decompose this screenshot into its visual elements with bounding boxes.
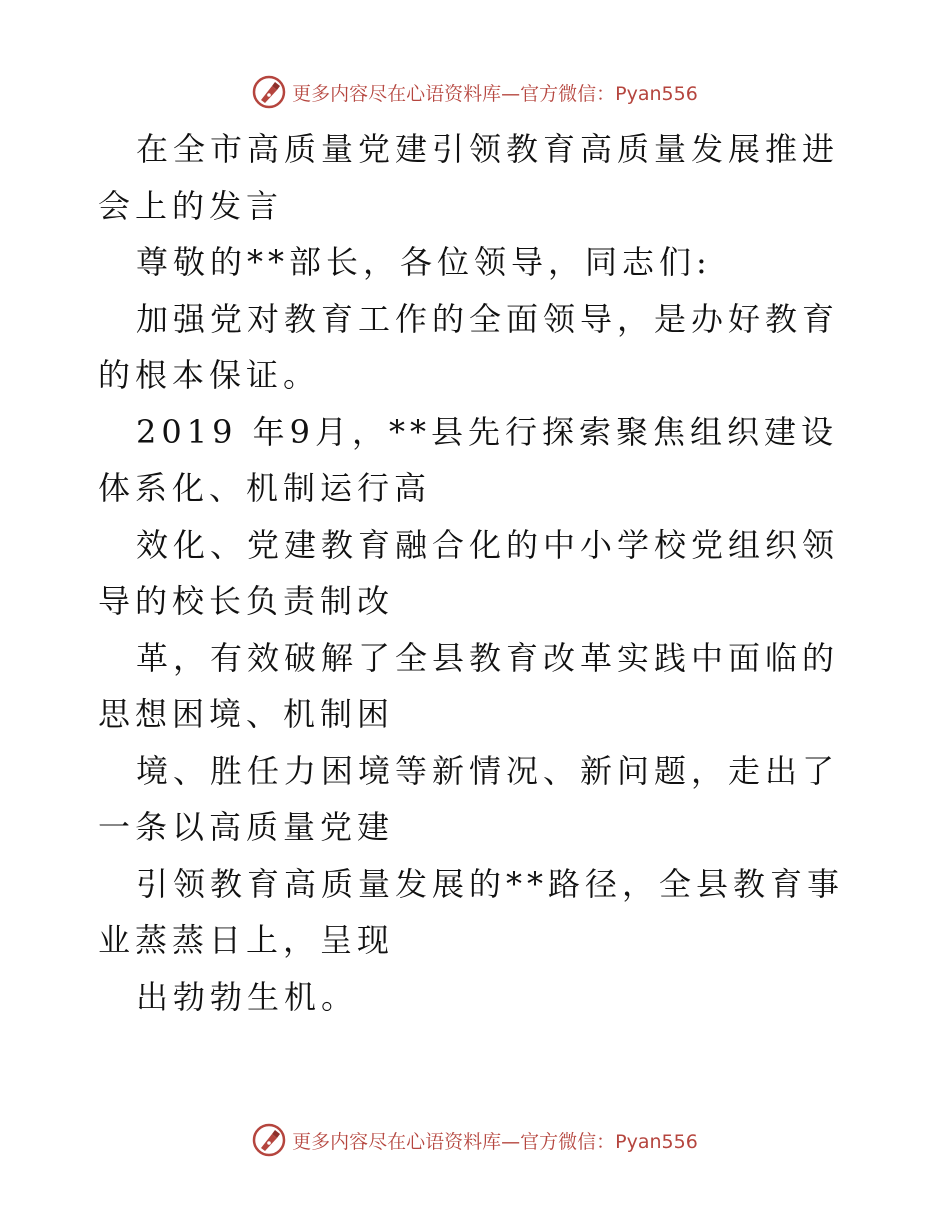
footer-banner [0, 1120, 950, 1160]
body-paragraph: 效化、党建教育融合化的中小学校党组织领导的校长负责制改 [98, 525, 840, 620]
body-paragraph: 2019 年9月，**县先行探索聚焦组织建设体系化、机制运行高 [98, 412, 838, 507]
body-paragraph: 加强党对教育工作的全面领导，是办好教育的根本保证。 [98, 299, 840, 394]
document-body [98, 121, 858, 1025]
header-banner-text: 更多内容尽在心语资料库—官方微信：Pyan556 [292, 82, 698, 105]
header-banner [0, 72, 950, 112]
body-paragraph: 引领教育高质量发展的**路径，全县教育事业蒸蒸日上，呈现 [98, 864, 845, 959]
pen-nib-logo-icon [252, 1123, 286, 1157]
salutation: 尊敬的**部长，各位领导，同志们: [136, 243, 712, 281]
body-paragraph: 革，有效破解了全县教育改革实践中面临的思想困境、机制困 [98, 638, 840, 733]
pen-nib-logo-icon [252, 75, 286, 109]
body-paragraph: 境、胜任力困境等新情况、新问题，走出了一条以高质量党建 [98, 751, 840, 846]
footer-banner-text: 更多内容尽在心语资料库—官方微信：Pyan556 [292, 1130, 698, 1153]
body-paragraph: 出勃勃生机。 [136, 977, 359, 1016]
document-title: 在全市高质量党建引领教育高质量发展推进会上的发言 [98, 130, 840, 225]
